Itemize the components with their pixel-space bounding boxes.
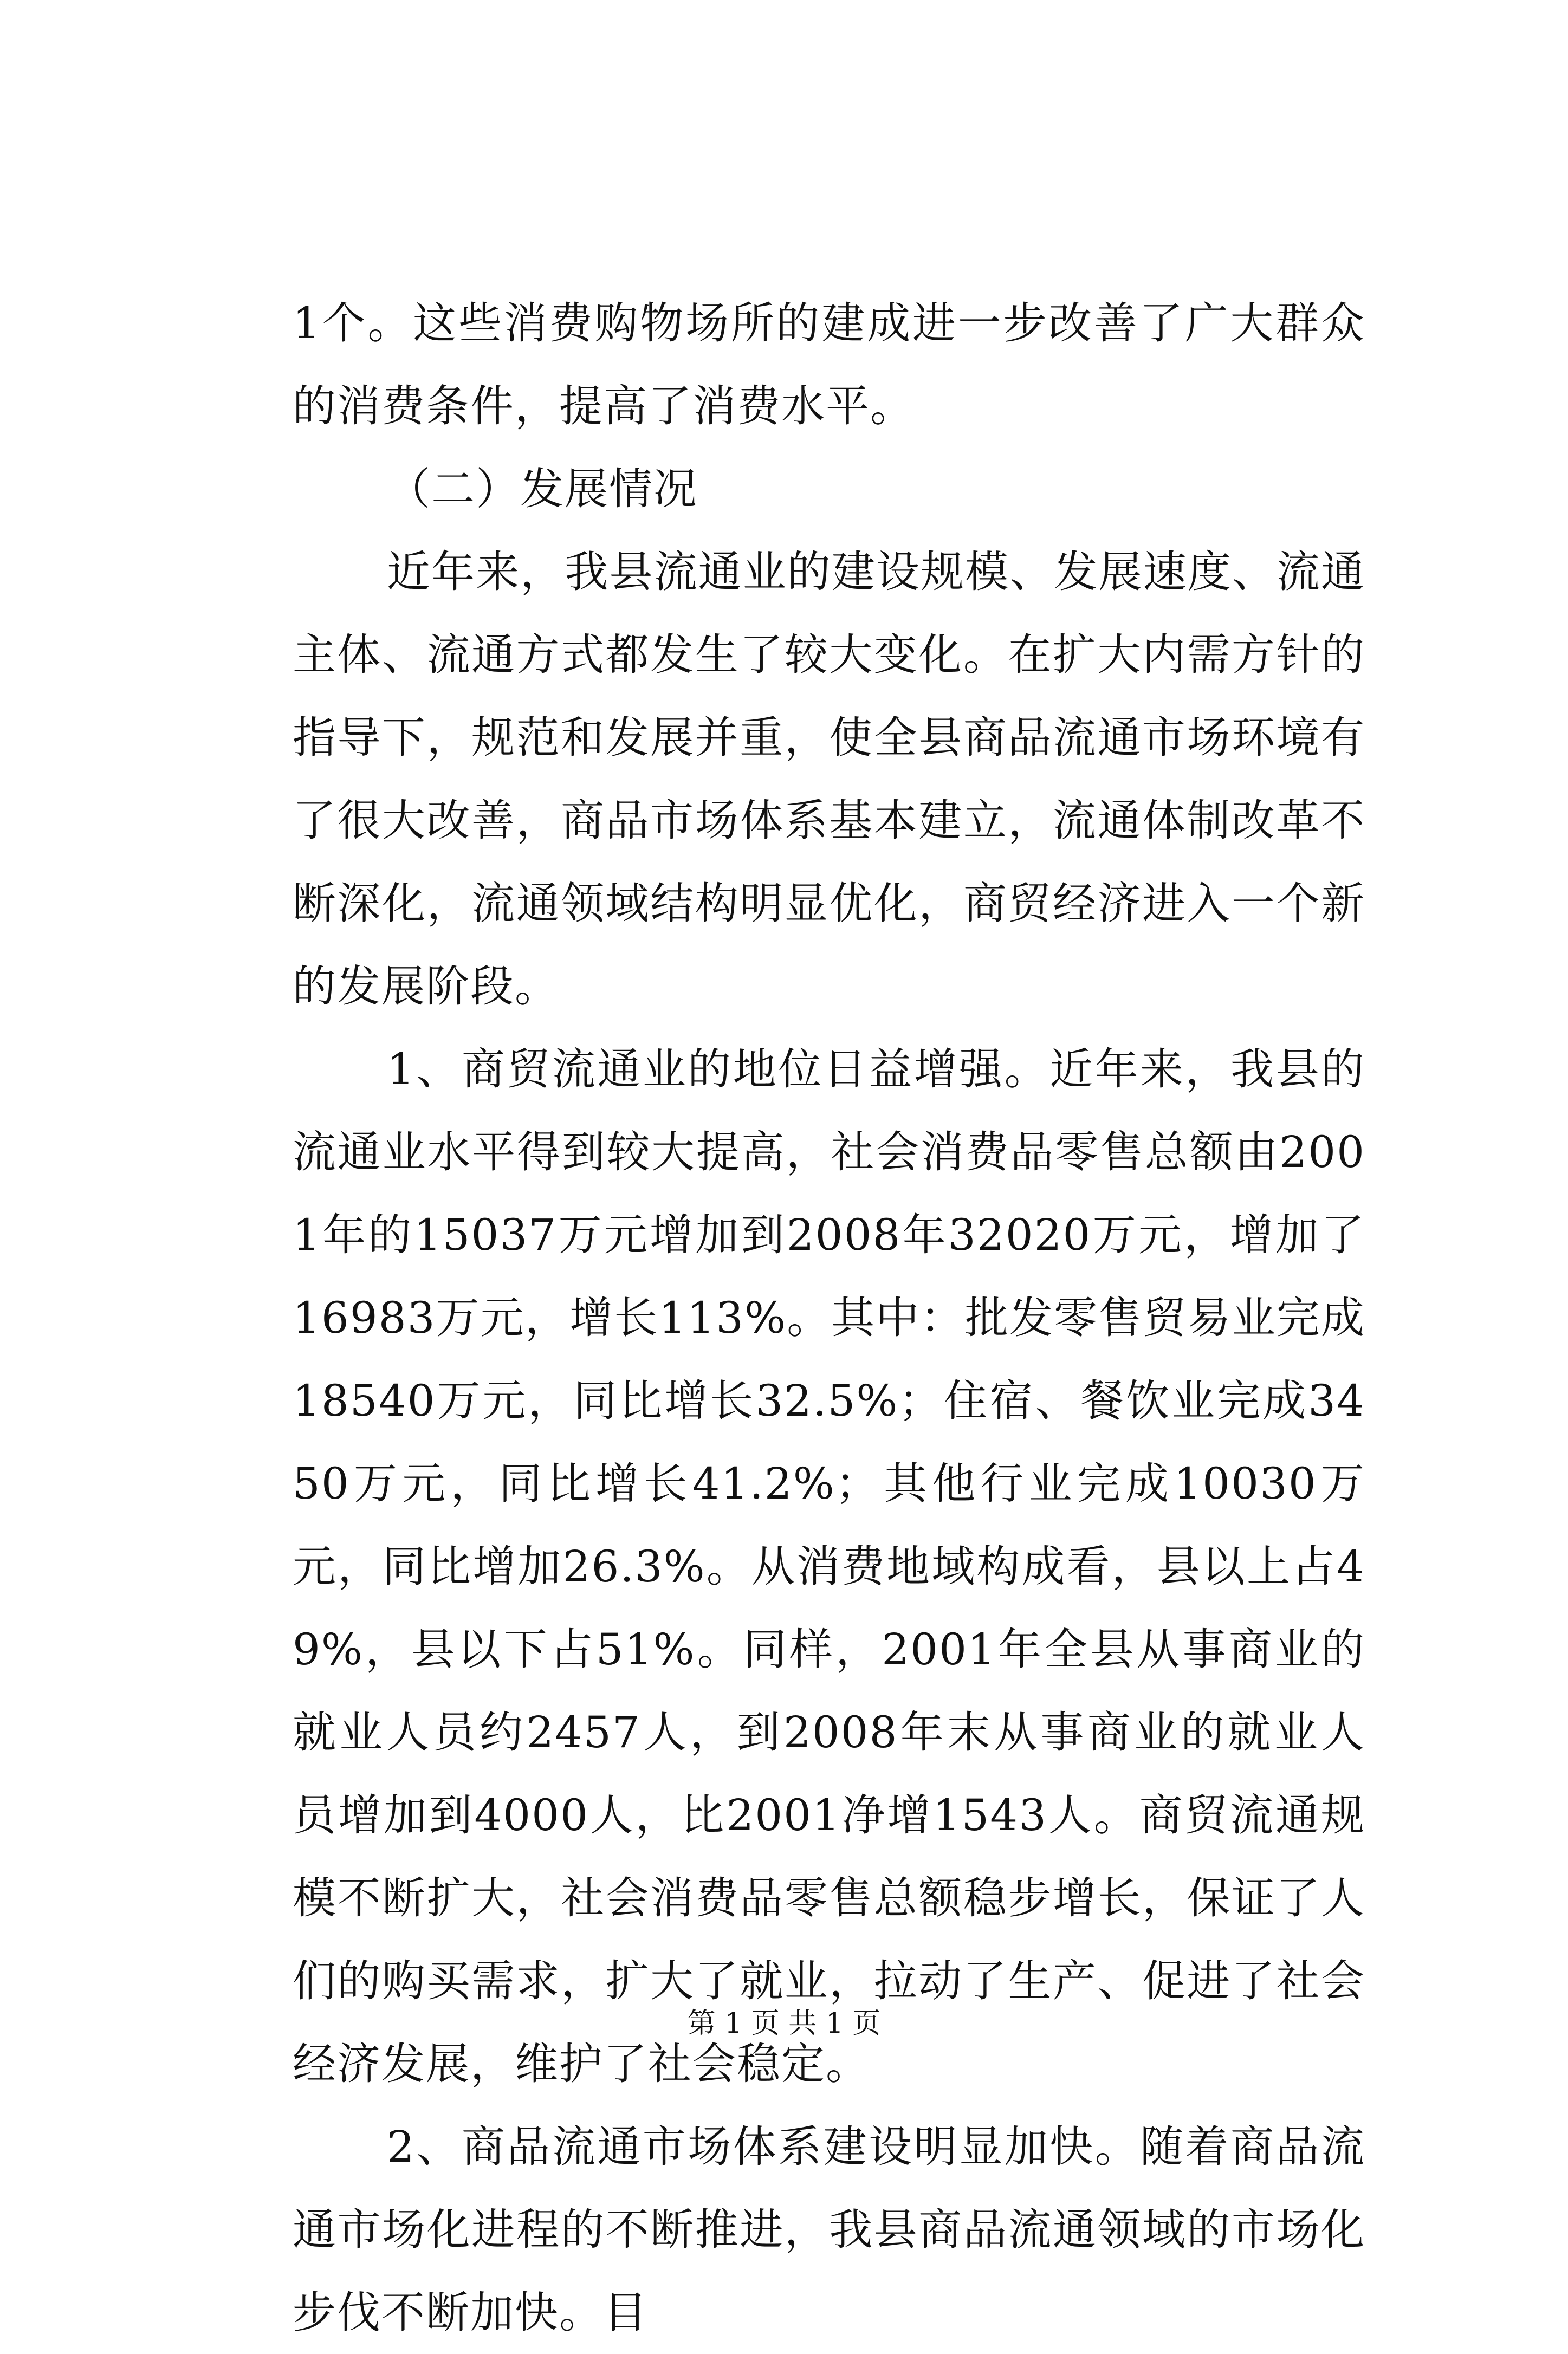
- paragraph-2: 近年来，我县流通业的建设规模、发展速度、流通主体、流通方式都发生了较大变化。在扩大内需方针的指导下，规范和发展并重，使全县商品流通市场环境有了很大改善，商品市场体系基本建立，流通体制改革不断深化，流通领域结构明显优化，商贸经济进入一个新的发展阶段。: [293, 547, 1365, 1011]
- paragraph-1: 1个。这些消费购物场所的建成进一步改善了广大群众的消费条件，提高了消费水平。: [293, 298, 1365, 431]
- section-heading: （二）发展情况: [387, 464, 698, 514]
- paragraph-4: 2、商品流通市场体系建设明显加快。随着商品流通市场化进程的不断推进，我县商品流通领域的市场化步伐不断加快。目: [293, 2122, 1365, 2338]
- page-footer: 第 1 页 共 1 页: [687, 2007, 881, 2040]
- document-body: [293, 282, 1365, 2354]
- paragraph-3: 1、商贸流通业的地位日益增强。近年来，我县的流通业水平得到较大提高，社会消费品零售总额由2001年的15037万元增加到2008年32020万元，增加了16983万元，增长113%。其中：批发零售贸易业完成18540万元，同比增长32.5%；住宿、餐饮业完成3450万元，同比增长41.2%；其他行业完成10030万元，同比增加26.3%。从消费地域构成看，县以上占49%，县以下占51%。同样，2001年全县从事商业的就业人员约2457人，到2008年末从事商业的就业人员增加到4000人，比2001净增1543人。商贸流通规模不断扩大，社会消费品零售总额稳步增长，保证了人们的购买需求，扩大了就业，拉动了生产、促进了社会经济发展，维护了社会稳定。: [293, 1044, 1365, 2089]
